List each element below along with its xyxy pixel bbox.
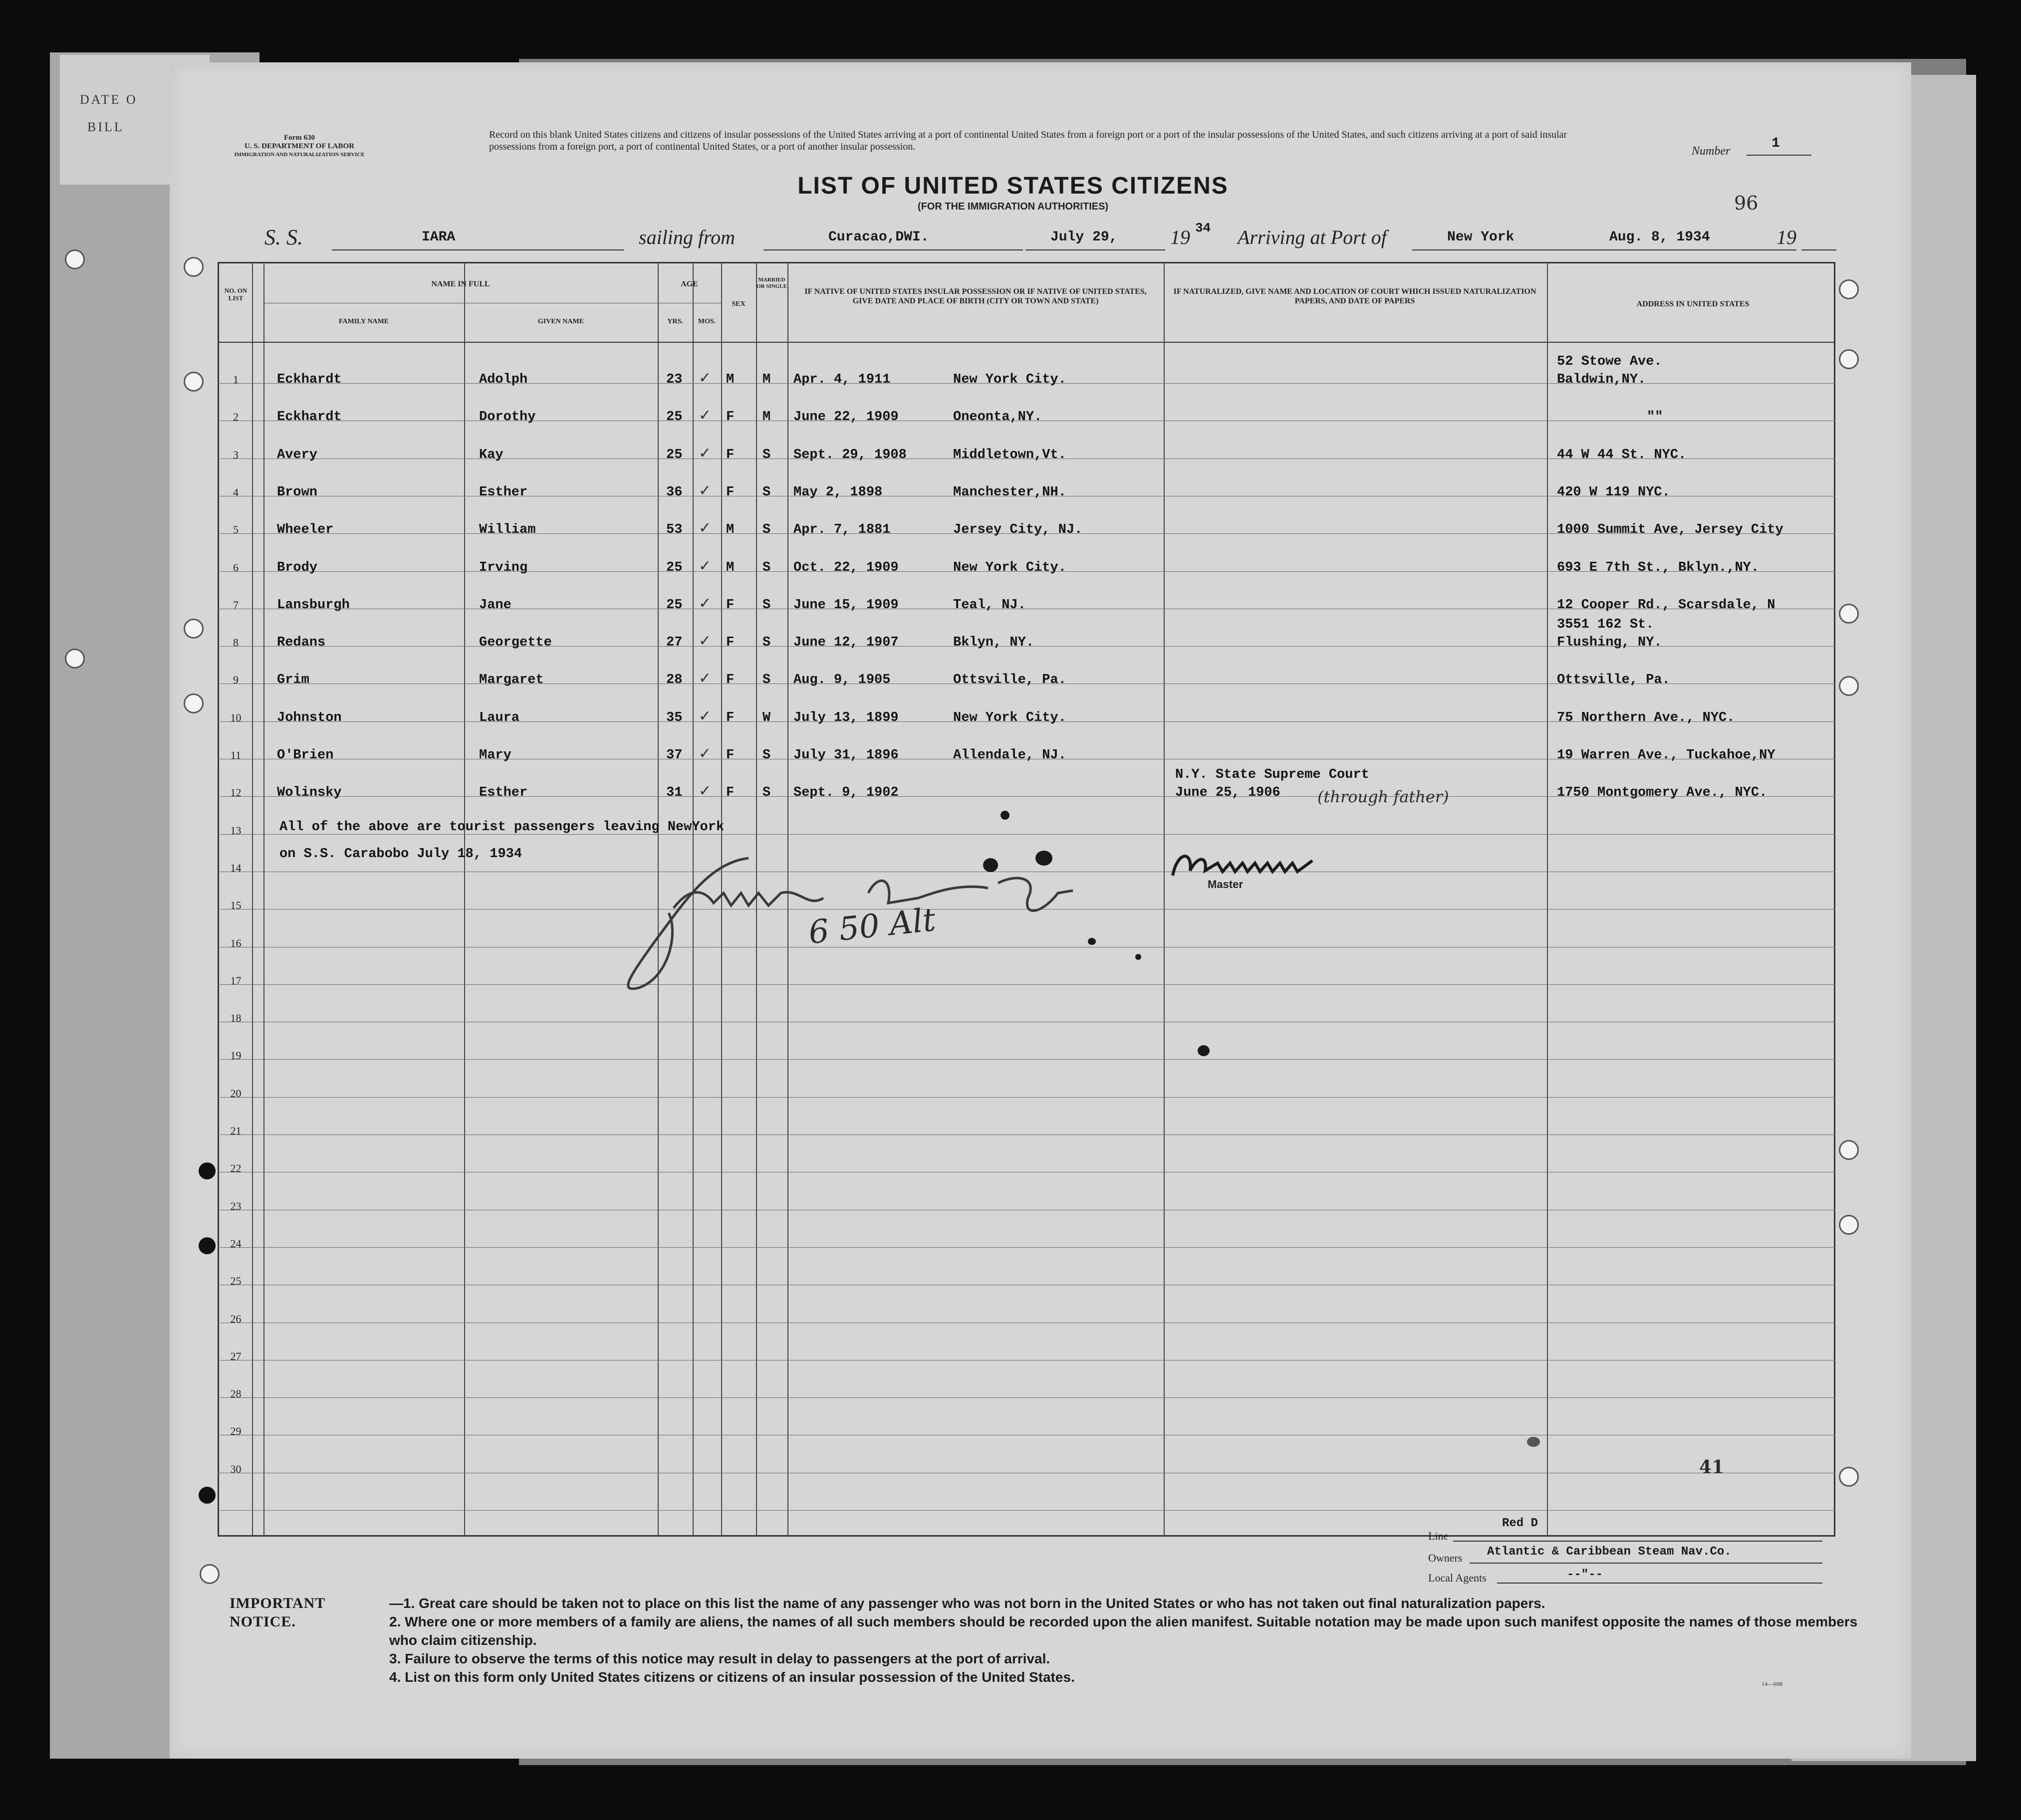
marital-status: S	[762, 748, 771, 763]
row-number: 18	[230, 1012, 242, 1025]
address-line-2: Ottsville, Pa.	[1557, 673, 1670, 688]
master-label: Master	[1208, 878, 1243, 891]
check-mark: ✓	[699, 783, 712, 800]
row-number: 12	[230, 786, 242, 799]
header-rule	[218, 342, 1835, 343]
given-name: Georgette	[479, 635, 552, 651]
col-naturalized: IF NATURALIZED, GIVE NAME AND LOCATION OF COURT WHICH ISSUED NATURALIZATION PAPERS, AND DATE OF PAPERS	[1173, 287, 1536, 305]
punch-hole	[1839, 349, 1859, 369]
check-mark: ✓	[699, 370, 712, 386]
row-number: 28	[230, 1387, 242, 1400]
birth-place: Middletown,Vt.	[953, 447, 1066, 462]
ink-blot	[983, 858, 998, 872]
owners-value: Atlantic & Caribbean Steam Nav.Co.	[1487, 1545, 1732, 1559]
line-value: Red D	[1502, 1517, 1538, 1530]
given-name: Adolph	[479, 372, 528, 387]
page-mark: 41	[1699, 1457, 1725, 1478]
birth-date: Oct. 22, 1909	[793, 560, 899, 575]
marital-status: S	[762, 447, 771, 462]
arriving-label: Arriving at Port of	[1238, 226, 1387, 248]
line-field	[1453, 1541, 1822, 1542]
row-number: 19	[230, 1049, 242, 1062]
address-line-2: ""	[1647, 410, 1663, 425]
remark-line-2: on S.S. Carabobo July 18, 1934	[279, 847, 522, 862]
age-years: 25	[666, 560, 683, 575]
number-value: 1	[1771, 136, 1780, 151]
owners-label: Owners	[1428, 1552, 1463, 1564]
age-years: 36	[666, 484, 683, 500]
row-number: 24	[230, 1237, 242, 1250]
col-name-in-full: NAME IN FULL	[431, 280, 490, 288]
col-sex: SEX	[732, 300, 746, 308]
sailing-date: July 29,	[1050, 229, 1118, 245]
page-title: LIST OF UNITED STATES CITIZENS	[797, 173, 1229, 199]
form-block	[220, 134, 379, 159]
punch-hole	[184, 693, 204, 713]
check-mark: ✓	[699, 407, 712, 424]
row-rule	[218, 1097, 1835, 1098]
address-line-2: 1000 Summit Ave, Jersey City	[1557, 522, 1783, 538]
punch-hole	[1839, 1215, 1859, 1235]
birth-place: Teal, NJ.	[953, 597, 1026, 613]
row-rule	[218, 1397, 1835, 1398]
ink-blot	[1198, 1045, 1210, 1056]
naturalization-hand-note: (through father)	[1317, 787, 1449, 806]
sex: M	[726, 372, 735, 387]
check-mark: ✓	[699, 670, 712, 687]
age-years: 31	[666, 785, 683, 801]
punch-hole	[65, 649, 85, 669]
col-mos: MOS.	[698, 318, 716, 325]
sex: F	[726, 410, 735, 425]
birth-date: Apr. 7, 1881	[793, 522, 891, 538]
col-birth: IF NATIVE OF UNITED STATES INSULAR POSSESSION OR IF NATIVE OF UNITED STATES, GIVE DATE AND PLACE OF BIRTH (CITY OR TOWN AND STATE)	[804, 287, 1147, 305]
address-line-1: 3551 162 St.	[1557, 617, 1654, 633]
marital-status: S	[762, 785, 771, 801]
sex: F	[726, 673, 735, 688]
col-age: AGE	[681, 280, 698, 288]
family-name: Wheeler	[277, 522, 334, 538]
given-name: Esther	[479, 785, 528, 801]
col-married-single: MARRIED OR SINGLE	[757, 277, 787, 289]
important-notice	[230, 1594, 1876, 1686]
birth-date: May 2, 1898	[793, 484, 883, 500]
row-number: 23	[230, 1199, 242, 1212]
birth-place: New York City.	[953, 372, 1066, 387]
notice-item-4: 4. List on this form only United States citizens or citizens of an insular possession of the United States.	[389, 1669, 1075, 1685]
col-divider	[252, 262, 253, 1537]
col-divider	[1547, 262, 1548, 1537]
row-number: 8	[233, 636, 239, 649]
punch-hole	[1839, 1467, 1859, 1487]
sex: M	[726, 560, 735, 575]
agents-label: Local Agents	[1428, 1572, 1487, 1584]
sex: F	[726, 748, 735, 763]
row-number: 5	[233, 523, 239, 536]
family-name: Brody	[277, 560, 318, 575]
birth-place: Allendale, NJ.	[953, 748, 1066, 763]
punch-hole	[1839, 604, 1859, 624]
check-mark: ✓	[699, 482, 712, 499]
side-mark: 96	[1734, 192, 1759, 214]
punch-hole-dark	[199, 1237, 216, 1254]
marital-status: S	[762, 560, 771, 575]
birth-date: Sept. 29, 1908	[793, 447, 907, 462]
punch-hole	[1839, 676, 1859, 696]
age-years: 23	[666, 372, 683, 387]
birth-place: Jersey City, NJ.	[953, 522, 1083, 538]
family-name: Eckhardt	[277, 410, 342, 425]
notice-item-3: 3. Failure to observe the terms of this notice may result in delay to passengers at the port of arrival.	[389, 1651, 1050, 1666]
birth-place: Manchester,NH.	[953, 484, 1066, 500]
family-name: Eckhardt	[277, 372, 342, 387]
handwritten-note: 6 50 Alt	[806, 901, 938, 952]
birth-date: Apr. 4, 1911	[793, 372, 891, 387]
marital-status: S	[762, 597, 771, 613]
ink-blot	[1035, 851, 1052, 866]
arrival-date: Aug. 8, 1934	[1609, 229, 1710, 245]
punch-hole-dark	[199, 1162, 216, 1179]
row-number: 2	[233, 411, 239, 424]
address-line-2: 44 W 44 St. NYC.	[1557, 447, 1687, 462]
birth-date: Aug. 9, 1905	[793, 673, 891, 688]
sex: M	[726, 522, 735, 538]
family-name: Brown	[277, 484, 318, 500]
year-field-2	[1801, 229, 1836, 250]
year-prefix-2: 19	[1776, 226, 1796, 248]
sex: F	[726, 635, 735, 651]
birth-place: Ottsville, Pa.	[953, 673, 1066, 688]
ink-blot	[1135, 954, 1141, 960]
given-name: William	[479, 522, 536, 538]
birth-place: Oneonta,NY.	[953, 410, 1042, 425]
check-mark: ✓	[699, 595, 712, 612]
col-family-name: FAMILY NAME	[338, 318, 389, 325]
address-line-2: Baldwin,NY.	[1557, 372, 1646, 387]
agents-field	[1497, 1583, 1822, 1584]
department: U. S. DEPARTMENT OF LABOR	[244, 142, 355, 150]
sex: F	[726, 785, 735, 801]
row-number: 21	[230, 1125, 242, 1137]
address-line-2: 693 E 7th St., Bklyn.,NY.	[1557, 560, 1760, 575]
col-divider	[263, 262, 264, 1537]
birth-date: Sept. 9, 1902	[793, 785, 899, 801]
sex: F	[726, 597, 735, 613]
date-field	[1025, 229, 1165, 250]
notice-heading: IMPORTANT NOTICE.	[230, 1595, 325, 1630]
row-number: 17	[230, 974, 242, 987]
notice-item-1: —1. Great care should be taken not to place on this list the name of any passenger who was not born in the United States or who has not taken out final naturalization papers.	[389, 1595, 1545, 1611]
birth-place: New York City.	[953, 560, 1066, 575]
ss-label: S. S.	[264, 225, 303, 249]
family-name: Lansburgh	[277, 597, 350, 613]
address-line-1: 52 Stowe Ave.	[1557, 354, 1662, 369]
row-number: 10	[230, 711, 242, 724]
owners-field	[1470, 1563, 1822, 1564]
row-number: 26	[230, 1312, 242, 1325]
birth-date: July 31, 1896	[793, 748, 899, 763]
family-name: Wolinsky	[277, 785, 342, 801]
tab-line-2: BILL	[87, 120, 124, 134]
family-name: Johnston	[277, 710, 342, 725]
row-number: 6	[233, 561, 239, 574]
age-years: 28	[666, 673, 683, 688]
col-divider	[464, 262, 465, 1537]
year-suffix: 34	[1195, 221, 1211, 235]
marital-status: M	[762, 410, 771, 425]
number-label: Number	[1692, 145, 1731, 158]
naturalization-court: N.Y. State Supreme Court	[1175, 767, 1369, 783]
age-years: 25	[666, 410, 683, 425]
line-label: Line	[1428, 1530, 1449, 1542]
check-mark: ✓	[699, 633, 712, 650]
col-address: ADDRESS IN UNITED STATES	[1636, 300, 1750, 308]
row-number: 27	[230, 1350, 242, 1363]
top-notice: Record on this blank United States citizens and citizens of insular possessions of the United States arriving at a port of continental United States from a foreign port or a port of the insular possessions of the United States, and such citizens arriving at a port of said insular possessions from a foreign port, a port of continental United States, or a port of another insular possession.	[489, 129, 1567, 152]
row-rule	[218, 1510, 1835, 1511]
number-field	[1747, 135, 1811, 156]
address-line-2: 1750 Montgomery Ave., NYC.	[1557, 785, 1768, 801]
service: IMMIGRATION AND NATURALIZATION SERVICE	[234, 152, 365, 158]
marital-status: S	[762, 522, 771, 538]
check-mark: ✓	[699, 557, 712, 574]
address-line-2: 420 W 119 NYC.	[1557, 484, 1670, 500]
sex: F	[726, 484, 735, 500]
form-number: Form 630	[283, 134, 315, 142]
ink-blot	[1088, 938, 1096, 945]
row-number: 14	[230, 861, 242, 874]
marital-status: S	[762, 484, 771, 500]
tab-line-1: DATE O	[80, 92, 138, 107]
age-years: 27	[666, 635, 683, 651]
year-prefix: 19	[1170, 226, 1190, 248]
given-name: Irving	[479, 560, 528, 575]
given-name: Mary	[479, 748, 511, 763]
row-number: 13	[230, 824, 242, 837]
punch-hole	[184, 619, 204, 639]
birth-date: July 13, 1899	[793, 710, 899, 725]
ink-blot	[1527, 1437, 1540, 1447]
col-no: NO. ON LIST	[224, 287, 248, 302]
sex: F	[726, 447, 735, 462]
age-years: 25	[666, 597, 683, 613]
marital-status: S	[762, 635, 771, 651]
check-mark: ✓	[699, 520, 712, 537]
row-number: 15	[230, 899, 242, 912]
row-number: 11	[230, 749, 242, 761]
row-rule	[218, 1247, 1835, 1248]
punch-hole	[1839, 1140, 1859, 1160]
row-number: 9	[233, 674, 239, 686]
given-name: Kay	[479, 447, 504, 462]
col-given-name: GIVEN NAME	[537, 318, 584, 325]
row-rule	[218, 1360, 1835, 1361]
row-number: 30	[230, 1462, 242, 1475]
sex: F	[726, 710, 735, 725]
age-years: 37	[666, 748, 683, 763]
ink-blot	[1001, 811, 1010, 820]
remark-line-1: All of the above are tourist passengers leaving NewYork	[279, 820, 725, 835]
given-name: Jane	[479, 597, 511, 613]
row-number: 29	[230, 1425, 242, 1438]
row-number: 4	[233, 485, 239, 498]
address-line-2: 12 Cooper Rd., Scarsdale, N	[1557, 597, 1775, 613]
port-field	[1412, 229, 1796, 250]
marital-status: M	[762, 372, 771, 387]
row-number: 20	[230, 1087, 242, 1100]
agents-value: --"--	[1567, 1568, 1603, 1582]
row-number: 22	[230, 1162, 242, 1175]
family-name: Redans	[277, 635, 326, 651]
given-name: Esther	[479, 484, 528, 500]
punch-hole	[184, 257, 204, 277]
given-name: Laura	[479, 710, 520, 725]
family-name: Grim	[277, 673, 309, 688]
age-years: 35	[666, 710, 683, 725]
punch-hole	[65, 249, 85, 269]
row-number: 3	[233, 448, 239, 461]
row-number: 1	[233, 373, 239, 386]
form-code: 14—608	[1762, 1680, 1782, 1687]
row-number: 7	[233, 598, 239, 611]
sailing-from: Curacao,DWI.	[828, 229, 929, 245]
page-subtitle: (FOR THE IMMIGRATION AUTHORITIES)	[917, 201, 1109, 212]
family-name: O'Brien	[277, 748, 334, 763]
marital-status: S	[762, 673, 771, 688]
row-number: 25	[230, 1275, 242, 1288]
birth-date: June 15, 1909	[793, 597, 899, 613]
check-mark: ✓	[699, 445, 712, 461]
given-name: Margaret	[479, 673, 544, 688]
ship-field	[332, 229, 624, 250]
address-line-2: 75 Northern Ave., NYC.	[1557, 710, 1735, 725]
address-line-2: 19 Warren Ave., Tuckahoe,NY	[1557, 748, 1775, 763]
address-line-2: Flushing, NY.	[1557, 635, 1662, 651]
arrival-port: New York	[1447, 229, 1515, 245]
ship-name: IARA	[422, 229, 456, 245]
naturalization-date: June 25, 1906	[1175, 785, 1280, 801]
row-number: 16	[230, 936, 242, 949]
notice-item-2: 2. Where one or more members of a family are aliens, the names of all such members should be recorded upon the alien manifest. Suitable notation may be made upon such manifest opposite the names of those members who claim citizenship.	[389, 1614, 1858, 1648]
from-field	[763, 229, 1023, 250]
family-name: Avery	[277, 447, 318, 462]
punch-hole	[200, 1564, 220, 1584]
age-years: 25	[666, 447, 683, 462]
birth-date: June 12, 1907	[793, 635, 899, 651]
punch-hole	[184, 372, 204, 392]
check-mark: ✓	[699, 745, 712, 762]
birth-place: New York City.	[953, 710, 1066, 725]
birth-date: June 22, 1909	[793, 410, 899, 425]
marital-status: W	[762, 710, 771, 725]
officer-signature	[609, 843, 1327, 1008]
col-yrs: YRS.	[667, 318, 683, 325]
check-mark: ✓	[699, 707, 712, 724]
punch-hole-dark	[199, 1487, 216, 1504]
punch-hole	[1839, 279, 1859, 299]
birth-place: Bklyn, NY.	[953, 635, 1034, 651]
row-rule	[218, 1059, 1835, 1060]
sailing-label: sailing from	[639, 226, 735, 248]
age-years: 53	[666, 522, 683, 538]
given-name: Dorothy	[479, 410, 536, 425]
